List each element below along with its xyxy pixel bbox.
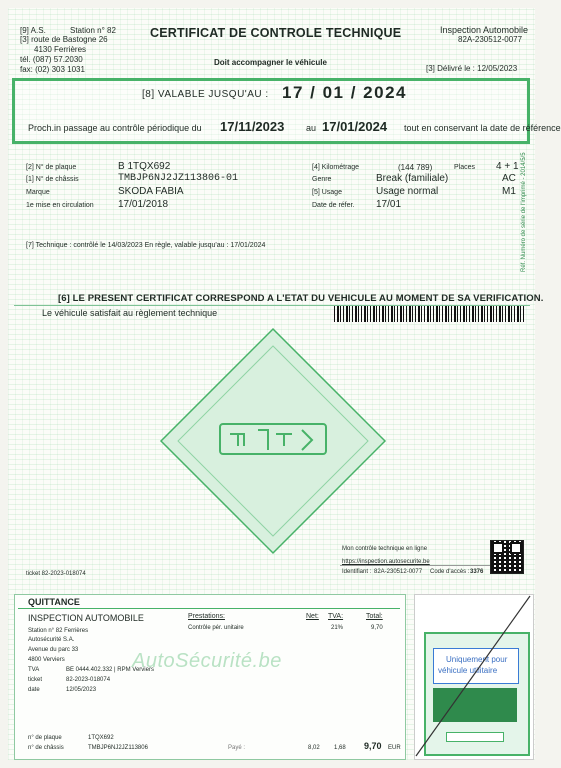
prestation-total: 9,70 (371, 625, 383, 631)
plate-label: [2] N° de plaque (26, 164, 77, 171)
places-value: 4 + 1 (496, 161, 519, 172)
receipt-ticket: 82-2023-018074 (66, 677, 111, 683)
sticker-void-cross (414, 594, 532, 758)
reference-label: Date de réfer. (312, 202, 355, 209)
online-id: 82A-230512-0077 (374, 569, 423, 575)
statement: [6] LE PRESENT CERTIFICAT CORRESPOND A L'ETAT DU VEHICULE AU MOMENT DE SA VERIFICATION. (58, 293, 544, 304)
receipt-chassis-label: n° de châssis (28, 745, 64, 751)
online-url[interactable]: https://inspection.autosecurite.be (342, 559, 430, 565)
next-inspection-text: Proch.in passage au contrôle périodique du (28, 123, 202, 133)
next-inspection-suffix: tout en conservant la date de référence (404, 123, 561, 133)
receipt-company: INSPECTION AUTOMOBILE (28, 613, 144, 623)
km-value: (144 789) (398, 163, 433, 172)
station-ref: [9] A.S. (20, 26, 46, 35)
ticket-small: ticket 82-2023-018074 (26, 571, 86, 577)
first-registration-label: 1e mise en circulation (26, 202, 94, 209)
next-inspection-to: 17/01/2024 (322, 119, 388, 134)
receipt-tva: BE 0444.402.332 | RPM Verviers (66, 667, 154, 673)
prestation-item: Contrôle pér. unitaire (188, 625, 244, 631)
station-number: Station n° 82 (70, 26, 116, 35)
genre-value: Break (familiale) (376, 173, 449, 184)
receipt-net: 8,02 (308, 745, 320, 751)
receipt-currency: EUR (388, 745, 401, 751)
genre-code: AC (502, 173, 516, 184)
receipt-vat: 1,68 (334, 745, 346, 751)
receipt-tva-label: TVA (28, 667, 40, 673)
technique-line: [7] Technique : contrôlé le 14/03/2023 En règle, valable jusqu'au : 17/01/2024 (26, 242, 266, 249)
usage-value: Usage normal (376, 186, 439, 197)
certificate-title: CERTIFICAT DE CONTROLE TECHNIQUE (150, 26, 402, 40)
station-address-1: [3] route de Bastogne 26 (20, 35, 108, 44)
plate-value: B 1TQX692 (118, 161, 171, 172)
receipt-plate: 1TQX692 (88, 735, 114, 741)
tva-column-label: TVA: (328, 613, 344, 620)
emblem-diamond (158, 326, 388, 556)
certificate-number: 82A-230512-0077 (458, 35, 523, 44)
chassis-value: TMBJP6NJ2JZ113806-01 (118, 173, 239, 184)
barcode (334, 306, 526, 322)
online-title: Mon contrôle technique en ligne (342, 546, 428, 552)
receipt-plate-label: n° de plaque (28, 735, 62, 741)
usage-code: M1 (502, 186, 516, 197)
receipt-date-label: date (28, 687, 40, 693)
net-column-label: Net: (306, 613, 319, 620)
online-code-label: Code d'accès : (430, 569, 470, 575)
certificate-subtitle: Doit accompagner le véhicule (214, 58, 327, 67)
brand-value: SKODA FABIA (118, 186, 184, 197)
validity-date: 17 / 01 / 2024 (282, 83, 407, 102)
receipt-street: Avenue du parc 33 (28, 647, 79, 653)
next-inspection-to-word: au (306, 123, 317, 133)
online-code: 3376 (470, 569, 484, 575)
prestations-label: Prestations: (188, 613, 225, 620)
usage-label: [5] Usage (312, 189, 342, 196)
online-id-label: Identifiant : (342, 569, 372, 575)
first-registration-value: 17/01/2018 (118, 199, 169, 210)
serial-side-text: Réf. Numéro de série de l'imprimé - 2014/5/5 (521, 152, 527, 272)
organisation-name: Inspection Automobile (440, 25, 529, 35)
prestation-tva-rate: 21% (331, 625, 344, 631)
genre-label: Genre (312, 176, 332, 183)
station-tel: tél. (087) 57.2030 (20, 55, 83, 64)
receipt-city: 4800 Verviers (28, 657, 65, 663)
receipt-title: QUITTANCE (28, 597, 80, 607)
places-label: Places (454, 164, 476, 171)
autosecurite-logo: AutoSécurité.be (132, 650, 282, 672)
station-address-2: 4130 Ferrières (34, 45, 87, 54)
station-fax: fax: (02) 303 1031 (20, 65, 85, 74)
next-inspection-from: 17/11/2023 (220, 119, 285, 134)
receipt-date: 12/05/2023 (66, 687, 97, 693)
qr-code[interactable] (490, 540, 524, 574)
brand-label: Marque (26, 189, 50, 196)
sticker-line-2: véhicule utilitaire (438, 666, 498, 675)
inspection-result: Le véhicule satisfait au règlement technique (42, 308, 218, 318)
delivery-date: [3] Délivré le : 12/05/2023 (426, 64, 518, 73)
receipt-total: 9,70 (364, 741, 382, 751)
validity-box (12, 78, 530, 144)
reference-value: 17/01 (376, 199, 402, 210)
payment-label: Payé : (228, 745, 246, 751)
receipt-ticket-label: ticket (28, 677, 43, 683)
receipt-chassis: TMBJP6NJ2JZ113806 (88, 745, 148, 751)
chassis-label: [1] N° de châssis (26, 176, 79, 183)
sticker-line-1: Uniquement pour (446, 655, 508, 664)
receipt-station: Station n° 82 Ferrières (28, 628, 89, 634)
validity-label: [8] VALABLE JUSQU'AU : (142, 89, 269, 100)
total-column-label: Total: (366, 613, 383, 620)
receipt-title-rule (18, 608, 400, 609)
km-label: [4] Kilométrage (312, 164, 360, 171)
receipt-brand: Autosécurité S.A. (28, 637, 75, 643)
